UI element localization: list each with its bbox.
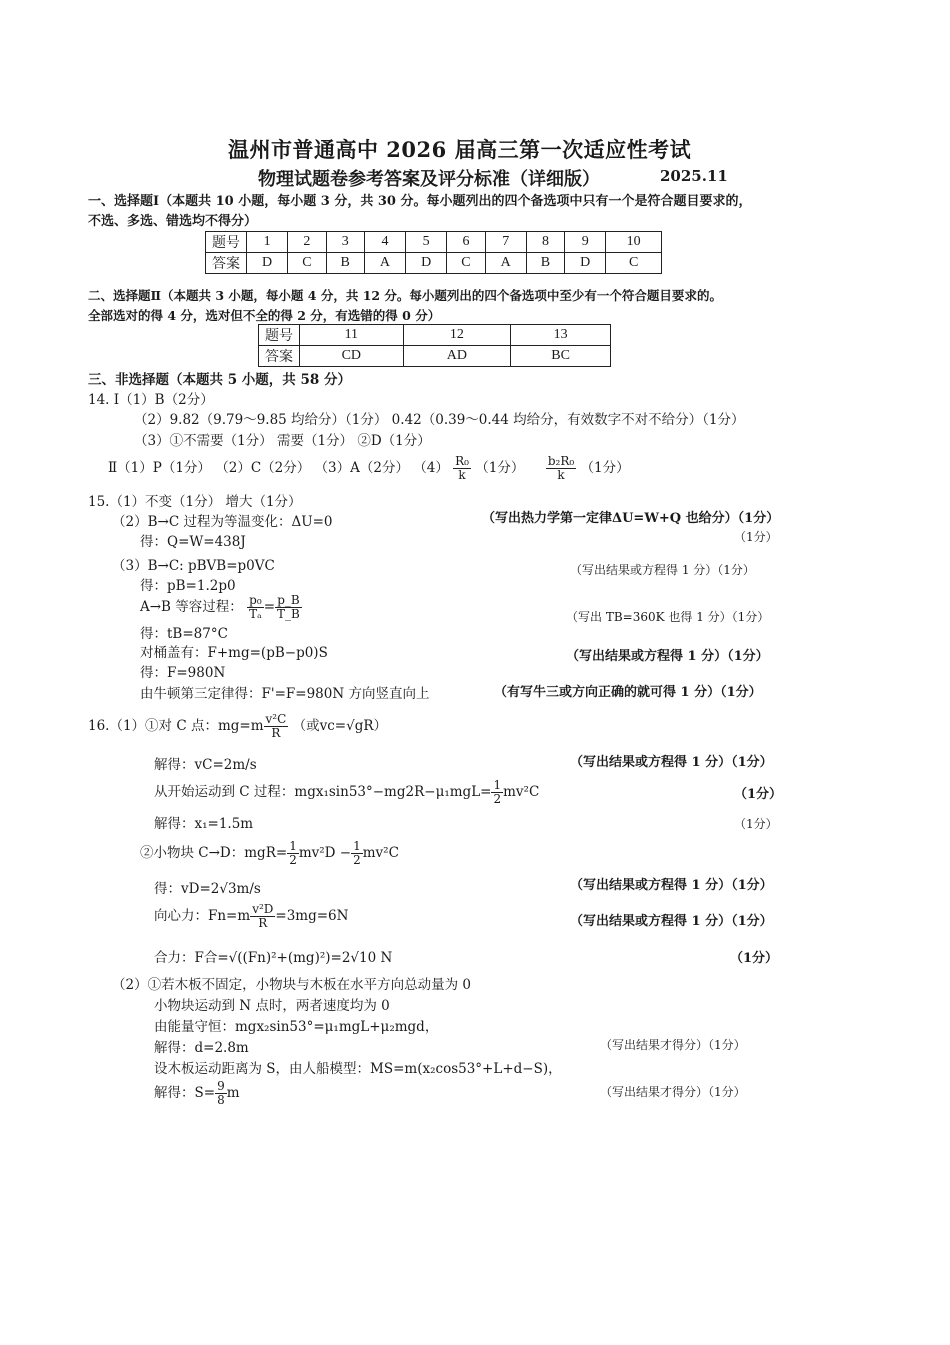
numerator: p_B <box>275 594 302 608</box>
q16-note12: （写出结果才得分）（1分） <box>600 1038 746 1052</box>
q15-note6: （写出 TB=360K 也得 1 分）（1分） <box>566 610 770 624</box>
answer-cell: D <box>247 253 288 274</box>
q16-line3 <box>154 779 539 806</box>
q16-line1 <box>88 713 387 740</box>
question-number: 9 <box>565 232 606 253</box>
fraction-9-over-8 <box>215 1080 227 1107</box>
row-label-answer: 答案 <box>206 253 247 274</box>
answer-cell: A <box>485 253 526 274</box>
row-label-answer: 答案 <box>259 346 300 367</box>
answer-cell: B <box>326 253 364 274</box>
answer-cell: D <box>406 253 447 274</box>
row-label-number: 题号 <box>206 232 247 253</box>
equals-sign: = <box>263 599 276 615</box>
unit-meter: m <box>226 1085 240 1101</box>
centripetal-text: 向心力：Fn=m <box>154 908 251 924</box>
q15-line7: 得：tB=87°C <box>140 626 228 642</box>
answer-cell: A <box>364 253 405 274</box>
numerator: 1 <box>289 839 297 853</box>
q15-line3: 得：Q=W=438J <box>140 534 246 550</box>
denominator: Tₐ <box>249 607 262 621</box>
numerator: 1 <box>353 839 361 853</box>
fraction-pb-over-tb <box>275 594 302 621</box>
q16-note6: （写出结果或方程得 1 分）（1分） <box>570 878 773 893</box>
q15-line4: （3）B→C: pBVB=p0VC <box>112 558 275 574</box>
answer-cell: C <box>447 253 485 274</box>
kinetic-term-d: mv²D − <box>298 845 352 861</box>
q15-line2: （2）B→C 过程为等温变化：ΔU=0 <box>112 514 333 530</box>
alt-expression: （或vc=√gR） <box>292 718 388 734</box>
fraction-p0-over-ta <box>247 594 264 621</box>
kinetic-term: mv²C <box>503 784 540 800</box>
numerator: b₂R₀ <box>547 454 575 468</box>
q16-note8: （1分） <box>730 951 779 966</box>
isochoric-label: A→B 等容过程： <box>140 599 243 615</box>
q16-c-point-text: 16.（1）①对 C 点：mg=m <box>88 718 264 734</box>
q15-note8: （写出结果或方程得 1 分）（1分） <box>566 649 769 664</box>
q15-line9: 得：F=980N <box>140 665 226 681</box>
q14-part2-text: Ⅱ（1）P（1分） （2）C（2分） （3）A（2分） （4） <box>108 460 449 476</box>
numerator: p₀ <box>247 594 264 608</box>
fraction-half <box>351 840 363 867</box>
q16-line2: 解得：vC=2m/s <box>154 757 257 773</box>
q14-line4 <box>108 455 630 482</box>
question-number: 2 <box>288 232 326 253</box>
denominator: R <box>258 916 268 930</box>
question-number: 4 <box>364 232 405 253</box>
question-number: 5 <box>406 232 447 253</box>
q16-note4: （1分） <box>734 817 778 831</box>
q15-line10: 由牛顿第三定律得：F'=F=980N 方向竖直向上 <box>140 686 430 702</box>
score-note: （1分） <box>580 460 630 476</box>
answer-cell: C <box>288 253 326 274</box>
numerator: v²D <box>252 902 274 916</box>
kinetic-term-c: mv²C <box>362 845 399 861</box>
q14-line1: 14. Ⅰ（1）B（2分） <box>88 392 214 408</box>
denominator: 8 <box>217 1093 225 1107</box>
denominator: T_B <box>277 607 300 621</box>
q16-line13: 设木板运动距离为 S，由人船模型：MS=m(x₂cos53°+L+d−S)， <box>154 1061 562 1077</box>
q16-note2: （写出结果或方程得 1 分）（1分） <box>570 755 773 770</box>
table-row <box>206 253 662 274</box>
q15-note3: （1分） <box>734 530 778 544</box>
q16-note3: （1分） <box>734 787 783 802</box>
question-number: 11 <box>300 325 404 346</box>
q16-line7 <box>154 903 348 930</box>
answer-cell: D <box>565 253 606 274</box>
q16-line14 <box>154 1080 240 1107</box>
q16-line4: 解得：x₁=1.5m <box>154 816 254 832</box>
score-note: （1分） <box>475 460 525 476</box>
q15-note4: （写出结果或方程得 1 分）（1分） <box>570 563 755 577</box>
denominator: 2 <box>353 853 361 867</box>
q15-line8: 对桶盖有：F+mg=(pB−p0)S <box>140 645 328 661</box>
table-row <box>259 325 611 346</box>
exam-date: 2025.11 <box>660 167 728 185</box>
question-number: 10 <box>606 232 662 253</box>
fraction-half <box>287 840 299 867</box>
q15-note2: （写出热力学第一定律ΔU=W+Q 也给分）（1分） <box>482 511 780 526</box>
fraction-vc2-over-r <box>264 713 289 740</box>
section3-heading: 三、非选择题（本题共 5 小题，共 58 分） <box>88 372 351 388</box>
distance-text: 解得：S= <box>154 1085 216 1101</box>
page-title: 温州市普通高中 2026 届高三第一次适应性考试 <box>228 137 692 162</box>
centripetal-result: =3mg=6N <box>275 908 349 924</box>
q16-note7: （写出结果或方程得 1 分）（1分） <box>570 914 773 929</box>
question-number: 7 <box>485 232 526 253</box>
section2-answer-table <box>258 324 611 367</box>
answer-cell: CD <box>300 346 404 367</box>
answer-cell: C <box>606 253 662 274</box>
answer-cell: AD <box>403 346 511 367</box>
fraction-r0-over-k <box>453 455 471 482</box>
fraction-vd2-over-r <box>250 903 275 930</box>
section1-answer-table <box>205 231 662 274</box>
section1-heading-line2: 不选、多选、错选均不得分） <box>88 214 258 229</box>
question-number: 12 <box>403 325 511 346</box>
q16-note14: （写出结果才得分）（1分） <box>600 1085 746 1099</box>
numerator: 9 <box>217 1079 225 1093</box>
denominator: k <box>458 468 466 482</box>
numerator: 1 <box>493 778 502 792</box>
section2-heading-line2: 全部选对的得 4 分，选对但不全的得 2 分，有选错的得 0 分） <box>88 308 441 323</box>
denominator: R <box>271 726 281 740</box>
question-number: 13 <box>511 325 611 346</box>
row-label-number: 题号 <box>259 325 300 346</box>
q15-note10: （有写牛三或方向正确的就可得 1 分）（1分） <box>494 685 762 700</box>
table-row <box>259 346 611 367</box>
table-row <box>206 232 662 253</box>
denominator: k <box>557 468 565 482</box>
question-number: 8 <box>526 232 564 253</box>
q16-line8: 合力：F合=√((Fn)²+(mg)²)=2√10 N <box>154 950 393 966</box>
question-number: 1 <box>247 232 288 253</box>
numerator: v²C <box>265 712 287 726</box>
fraction-half <box>491 779 503 806</box>
q16-line10: 小物块运动到 N 点时，两者速度均为 0 <box>154 998 390 1014</box>
fraction-b2r0-over-k <box>546 455 576 482</box>
c-to-d-text: ②小物块 C→D：mgR= <box>140 845 288 861</box>
denominator: 2 <box>289 853 297 867</box>
denominator: 2 <box>493 792 502 806</box>
page-subtitle: 物理试题卷参考答案及评分标准（详细版） <box>258 169 600 190</box>
q16-line12: 解得：d=2.8m <box>154 1040 249 1056</box>
answer-cell: BC <box>511 346 611 367</box>
section2-heading: 二、选择题Ⅱ（本题共 3 小题，每小题 4 分，共 12 分。每小题列出的四个备选项中至少有一个符合题目要求的。 <box>88 288 722 303</box>
q16-line6: 得：vD=2√3m/s <box>154 881 261 897</box>
numerator: R₀ <box>455 454 469 468</box>
q15-line1: 15.（1）不变（1分） 增大（1分） <box>88 494 302 510</box>
q15-line5: 得：pB=1.2p0 <box>140 578 236 594</box>
q16-line9: （2）①若木板不固定，小物块与木板在水平方向总动量为 0 <box>112 977 471 993</box>
q16-line5 <box>140 840 399 867</box>
q14-line2: （2）9.82（9.79～9.85 均给分）（1分） 0.42（0.39～0.44 均给分，有效数字不对不给分）（1分） <box>134 412 745 428</box>
question-number: 3 <box>326 232 364 253</box>
question-number: 6 <box>447 232 485 253</box>
energy-equation: 从开始运动到 C 过程：mgx₁sin53°−mg2R−μ₁mgL= <box>154 784 492 800</box>
q16-line11: 由能量守恒：mgx₂sin53°=μ₁mgL+μ₂mgd， <box>154 1019 439 1035</box>
section1-heading: 一、选择题Ⅰ（本题共 10 小题，每小题 3 分，共 30 分。每小题列出的四个备选项中只有一个是符合题目要求的， <box>88 194 752 209</box>
answer-cell: B <box>526 253 564 274</box>
q14-line3: （3）①不需要（1分） 需要（1分） ②D（1分） <box>134 433 431 449</box>
q15-line6 <box>140 594 302 621</box>
